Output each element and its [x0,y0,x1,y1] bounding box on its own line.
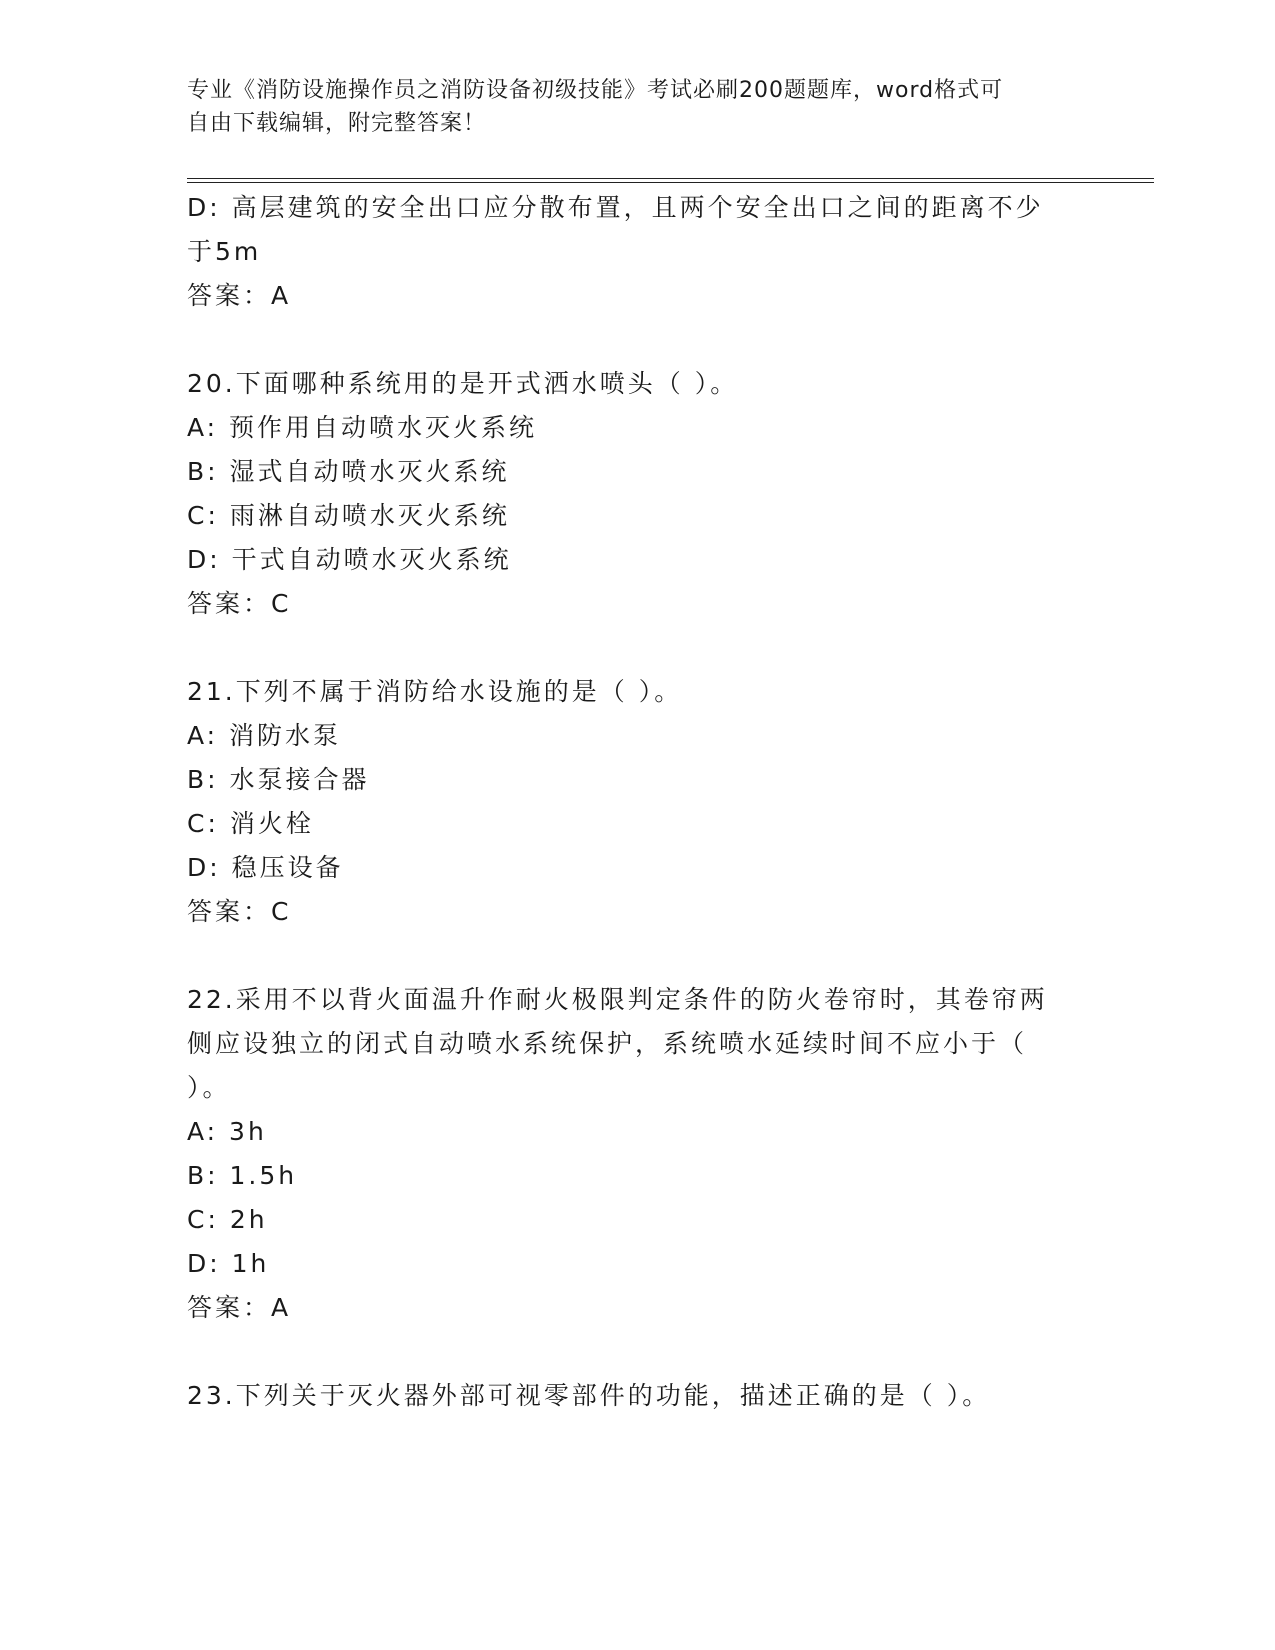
q21-option-b: B: 水泵接合器 [187,765,370,794]
document-header [187,74,1067,140]
header-divider-bottom [187,182,1154,183]
q22-option-b: B: 1.5h [187,1161,298,1190]
q19-answer: 答案：A [187,281,292,310]
q20-option-a: A: 预作用自动喷水灭火系统 [187,413,538,442]
q21-option-a: A: 消防水泵 [187,721,342,750]
q19-option-d-line-2: 于5m [187,237,262,266]
q21-question: 21.下列不属于消防给水设施的是（ ）。 [187,677,683,706]
q21-option-c: C: 消火栓 [187,809,314,838]
q22-option-a: A: 3h [187,1117,267,1146]
q22-answer: 答案：A [187,1293,292,1322]
q23-question: 23.下列关于灭火器外部可视零部件的功能，描述正确的是（ ）。 [187,1381,991,1410]
q21-option-d: D: 稳压设备 [187,853,344,882]
header-divider-top [187,178,1154,179]
q20-question: 20.下面哪种系统用的是开式洒水喷头（ ）。 [187,369,739,398]
q20-option-b: B: 湿式自动喷水灭火系统 [187,457,510,486]
q20-option-c: C: 雨淋自动喷水灭火系统 [187,501,510,530]
q22-question-line-1: 22.采用不以背火面温升作耐火极限判定条件的防火卷帘时，其卷帘两 [187,985,1048,1014]
q21-answer: 答案：C [187,897,292,926]
q19-option-d-line-1: D: 高层建筑的安全出口应分散布置，且两个安全出口之间的距离不少 [187,193,1044,222]
q22-question-line-3: ）。 [187,1073,231,1102]
q20-option-d: D: 干式自动喷水灭火系统 [187,545,512,574]
q22-question-line-2: 侧应设独立的闭式自动喷水系统保护，系统喷水延续时间不应小于（ [187,1029,1028,1058]
q20-answer: 答案：C [187,589,292,618]
header-title-line-2: 自由下载编辑，附完整答案！ [187,111,487,136]
q22-option-c: C: 2h [187,1205,268,1234]
header-title-line-1: 专业《消防设施操作员之消防设备初级技能》考试必刷200题题库，word格式可 [187,78,1004,103]
q22-option-d: D: 1h [187,1249,270,1278]
